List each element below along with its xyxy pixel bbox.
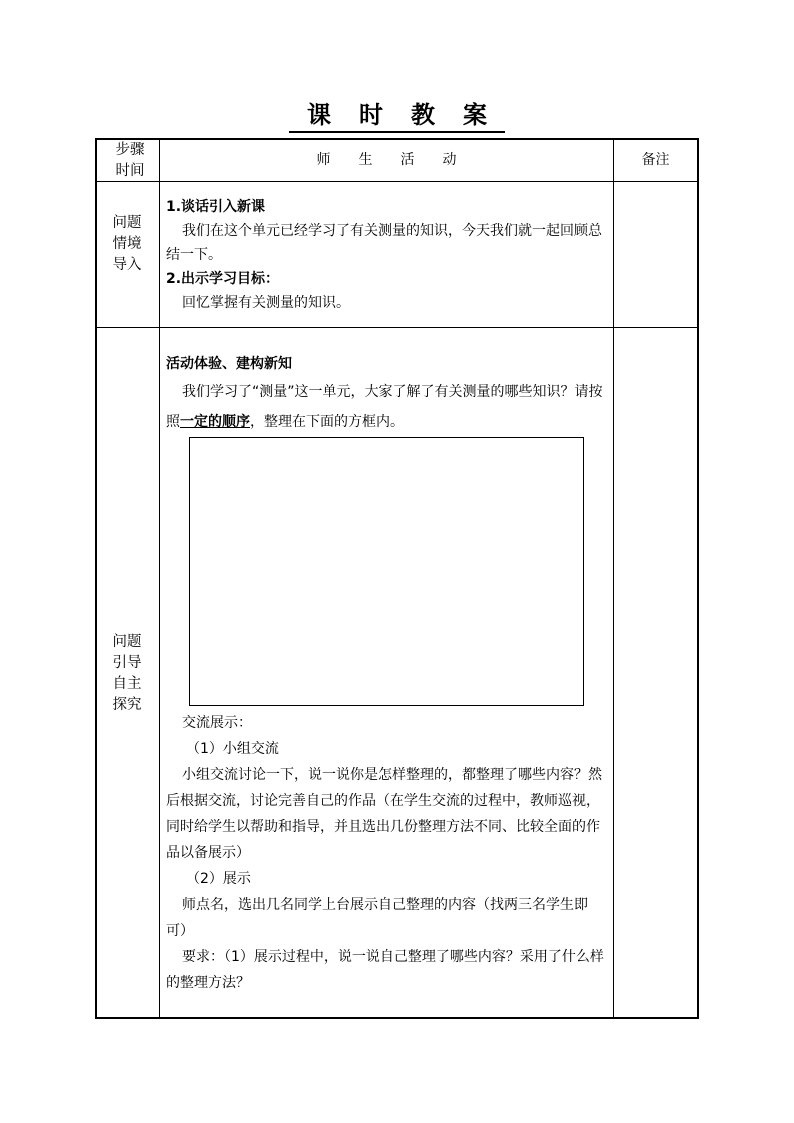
intro-paragraph — [166, 377, 608, 437]
row2-label-line: 自主 — [112, 676, 142, 692]
group-title: （1）小组交流 — [186, 741, 279, 757]
row1-content — [166, 195, 608, 315]
row2-label-line: 探究 — [112, 697, 142, 713]
show-text: 师点名，选出几名同学上台展示自己整理的内容（找两三名学生即可） — [166, 897, 588, 939]
intro-text-end: ，整理在下面的方框内。 — [250, 414, 404, 430]
title-char: 时 — [359, 100, 387, 129]
table-divider — [159, 138, 160, 1019]
table-divider — [613, 138, 614, 1019]
show-title: （2）展示 — [186, 871, 251, 887]
header-activity: 师 生 活 动 — [316, 152, 457, 168]
table-border-bottom — [95, 1017, 699, 1019]
exchange-title: 交流展示： — [182, 715, 252, 731]
section2-title: 2.出示学习目标： — [166, 271, 280, 287]
section1-text: 我们在这个单元已经学习了有关测量的知识，今天我们就一起回顾总结一下。 — [166, 223, 602, 263]
row2-intro — [166, 351, 608, 437]
intro-emphasis: 一定的顺序 — [180, 414, 250, 430]
row2-label — [97, 632, 157, 716]
group-text: 小组交流讨论一下，说一说你是怎样整理的，都整理了哪些内容？然后根据交流，讨论完善自己的作品（在学生交流的过程中，教师巡视，同时给学生以帮助和指导，并且选出几份整理方法不同、比较全面的作品以备展示） — [166, 767, 602, 861]
row1-label-line: 问题 — [112, 215, 142, 231]
table-border-right — [697, 138, 699, 1019]
header-time-label: 时间 — [115, 163, 145, 179]
header-step-label: 步骤 — [115, 142, 145, 158]
title-char: 教 — [411, 100, 439, 129]
page-title — [0, 99, 794, 133]
row1-label-line: 情境 — [112, 236, 142, 252]
row1-label-line: 导入 — [112, 257, 142, 273]
row2-label-line: 问题 — [112, 634, 142, 650]
row2-label-line: 引导 — [112, 655, 142, 671]
row2-exchange — [166, 710, 608, 996]
table-divider — [95, 327, 699, 328]
title-char: 案 — [463, 100, 491, 129]
blank-answer-box — [189, 437, 584, 706]
header-remarks: 备注 — [641, 152, 670, 168]
section2-text: 回忆掌握有关测量的知识。 — [182, 295, 350, 311]
row1-label — [97, 213, 157, 276]
title-char: 课 — [307, 100, 335, 129]
header-step-time — [100, 140, 160, 182]
intro-text: 我们学习了“测量”这一单元，大家了解了有关测量的哪些知识？请按照 — [166, 384, 603, 430]
requirement-text: 要求：（1）展示过程中，说一说自己整理了哪些内容？采用了什么样的整理方法？ — [166, 949, 604, 991]
table-divider — [95, 181, 699, 182]
section1-title: 1.谈话引入新课 — [166, 199, 266, 215]
table-border-top — [95, 138, 699, 140]
activity-heading: 活动体验、建构新知 — [166, 356, 292, 372]
